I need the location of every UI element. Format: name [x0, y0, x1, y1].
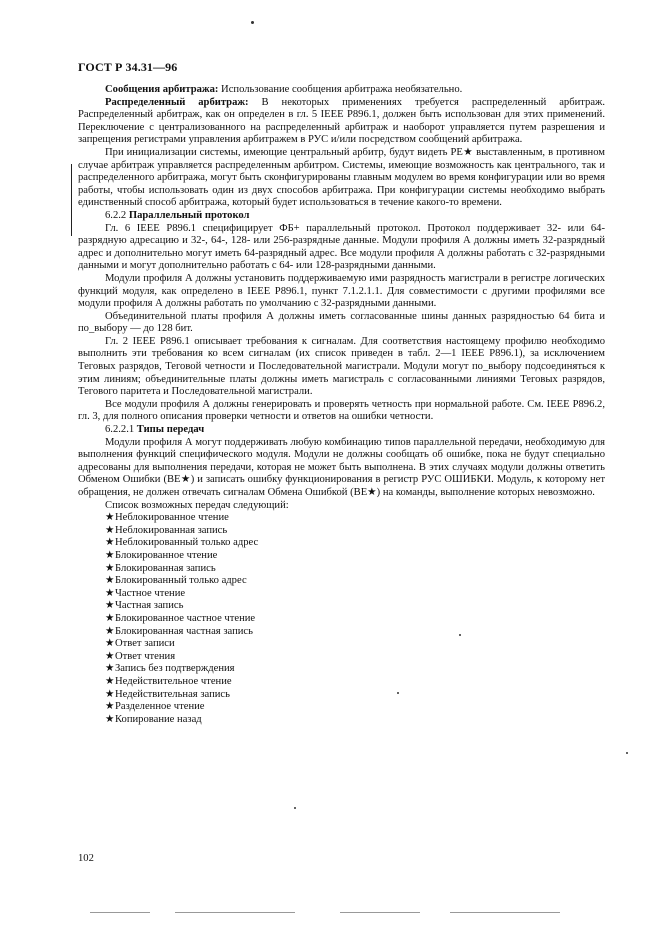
paragraph-parallel-protocol: Гл. 6 IEEE P896.1 специфицирует ФБ+ параллельный протокол. Протокол поддерживает 32- или 64-разрядную адресацию и 32-, 64-, 128- или 256-разрядные данные. Модули профиля А должны иметь 32-разрядный адрес и дополнительно могут иметь 64-разрядный адрес. Все модули профиля А должны работать с 32-разрядными данными и могут дополнительно работать с 64- или 128-разрядными данными.	[78, 222, 605, 272]
document-header: ГОСТ Р 34.31—96	[78, 60, 178, 74]
list-item-label: Ответ чтения	[115, 650, 176, 662]
term-distributed-arbitration: Распределенный арбитраж:	[105, 96, 249, 108]
scan-artifact-line	[175, 912, 295, 913]
list-item	[105, 613, 605, 626]
list-item	[105, 701, 605, 714]
section-heading-6-2-2-1	[78, 424, 605, 437]
list-item-label: Частная запись	[115, 600, 184, 612]
paragraph-bus-width: Модули профиля А должны установить поддерживаемую ими разрядность магистрали в регистре логических функций модуля, как определено в IEEE P896.1, пункт 7.1.2.1.1. Для совместимости с другими профилями все модули профиля А должны работать по умолчанию с 32-разрядными данными.	[78, 272, 605, 310]
list-item-label: Ответ записи	[115, 638, 175, 650]
paragraph-text: Использование сообщения арбитража необязательно.	[218, 84, 463, 95]
star-bullet-icon: ★	[105, 549, 115, 561]
scan-speck	[397, 692, 399, 694]
section-number: 6.2.2.1	[105, 424, 137, 436]
paragraph-list-intro: Список возможных передач следующий:	[105, 499, 289, 511]
section-title: Параллельный протокол	[128, 209, 250, 221]
list-item-label: Неблокированное чтение	[115, 512, 229, 524]
star-bullet-icon: ★	[105, 575, 115, 587]
scan-speck	[459, 634, 461, 636]
list-item-label: Запись без подтверждения	[115, 663, 235, 675]
list-item	[105, 663, 605, 676]
star-bullet-icon: ★	[105, 650, 115, 662]
list-item	[105, 638, 605, 651]
scan-artifact-line	[340, 912, 420, 913]
paragraph-distributed-arbitration	[78, 97, 605, 147]
paragraph-transfer-types: Модули профиля А могут поддерживать любую комбинацию типов параллельной передачи, необходимую для выполнения функций специфического модуля. Модули не должны сообщать об ошибке, пока не будут специально адресованы для выполнения передачи, которая не может быть выполнена. В этих случаях модули должны ответить Обменом Ошибки (BE★) и записать ошибку функционирования в регистр РУС ОШИБКИ. Модуль, к которому нет обращения, не должен отвечать сигналам Обмена Ошибкой (BE★) на команды, выполнение которых невозможно.	[78, 436, 605, 498]
scan-speck	[626, 752, 628, 754]
list-item	[105, 651, 605, 664]
paragraph-signals: Гл. 2 IEEE P896.1 описывает требования к сигналам. Для соответствия настоящему профилю необходимо выполнить эти требования ко всем сигналам (их список приведен в табл. 2—1 IEEE P896.1), за исключением Теговых разрядов, Теговой четности и Последовательной магистрали. Модули могут по_выбору подсоединяться к этим линиям; объединительные платы должны иметь магистраль с согласованными линиями Теговых разрядов, Тегового паритета и Последовательной магистрали.	[78, 335, 605, 398]
star-bullet-icon: ★	[105, 625, 115, 637]
paragraph-arbitration-messages	[78, 84, 605, 97]
list-item	[105, 626, 605, 639]
list-item	[105, 563, 605, 576]
list-item-label: Блокированный только адрес	[115, 575, 247, 587]
list-item-label: Неблокированная запись	[115, 524, 228, 536]
page-number: 102	[78, 853, 94, 864]
list-item-label: Блокированное частное чтение	[115, 612, 256, 624]
list-item	[105, 512, 605, 525]
star-bullet-icon: ★	[105, 688, 115, 700]
star-bullet-icon: ★	[105, 562, 115, 574]
paragraph-backplane: Объединительной платы профиля А должны иметь согласованные шины данных разрядностью 64 бита и по_выбору — до 128 бит.	[78, 310, 605, 335]
transfer-types-list	[78, 512, 605, 726]
star-bullet-icon: ★	[105, 713, 115, 725]
list-item	[105, 676, 605, 689]
section-title: Типы передач	[136, 424, 205, 436]
scan-artifact-line	[450, 912, 560, 913]
star-bullet-icon: ★	[105, 663, 115, 675]
list-item	[105, 537, 605, 550]
list-item-label: Копирование назад	[115, 713, 202, 725]
paragraph-system-init: При инициализации системы, имеющие центральный арбитр, будут видеть PE★ выставленным, в противном случае арбитраж управляется распределенным арбитром. Системы, имеющие возможность как центрального, так и распределенного арбитража, могут быть сконфигурированы главным модулем во время конфигурации или во время работы, чтобы использовать один из двух способов арбитража. При конфигурации системы необходимо выбрать единственный способ арбитража, который будет использоваться в течение какого-то времени.	[78, 146, 605, 209]
star-bullet-icon: ★	[105, 537, 115, 549]
list-item-label: Недействительное чтение	[115, 675, 232, 687]
body-text	[78, 84, 605, 726]
list-item	[105, 689, 605, 702]
list-item-label: Неблокированный только адрес	[115, 537, 259, 549]
list-item-label: Частное чтение	[115, 587, 186, 599]
star-bullet-icon: ★	[105, 524, 115, 536]
list-item	[105, 714, 605, 727]
scan-artifact-line	[90, 912, 150, 913]
star-bullet-icon: ★	[105, 612, 115, 624]
list-item-label: Разделенное чтение	[115, 701, 205, 713]
paragraph-parity: Все модули профиля А должны генерировать и проверять четность при нормальной работе. См. IEEE P896.2, гл. 3, для полного описания проверки четности и ответов на ошибки четности.	[78, 398, 605, 423]
list-item-label: Блокированная частная запись	[115, 625, 253, 637]
star-bullet-icon: ★	[105, 600, 115, 612]
list-item	[105, 600, 605, 613]
change-bar	[71, 164, 72, 236]
term-arbitration-messages: Сообщения арбитража:	[105, 84, 219, 95]
star-bullet-icon: ★	[105, 638, 115, 650]
section-number: 6.2.2	[105, 209, 129, 221]
star-bullet-icon: ★	[105, 701, 115, 713]
star-bullet-icon: ★	[105, 512, 115, 524]
scan-speck	[251, 21, 254, 24]
list-item	[105, 575, 605, 588]
list-item	[105, 525, 605, 538]
list-item-label: Блокированное чтение	[115, 549, 218, 561]
section-heading-6-2-2	[78, 210, 605, 223]
list-item-label: Недействительная запись	[115, 688, 230, 700]
paragraph-text: В некоторых применениях требуется распределенный арбитраж. Распределенный арбитраж, как он определен в гл. 5 IEEE P896.1, должен быть использован для этих применений. Переключение с централизованного на распределенный арбитраж и наоборот управляется путем разрешения и запрещения регистрами управления арбитражем в РУС и/или посредством сообщений арбитража.	[78, 96, 605, 146]
list-item	[105, 588, 605, 601]
scan-speck	[294, 807, 296, 809]
list-item	[105, 550, 605, 563]
star-bullet-icon: ★	[105, 587, 115, 599]
list-item-label: Блокированная запись	[115, 562, 216, 574]
star-bullet-icon: ★	[105, 675, 115, 687]
